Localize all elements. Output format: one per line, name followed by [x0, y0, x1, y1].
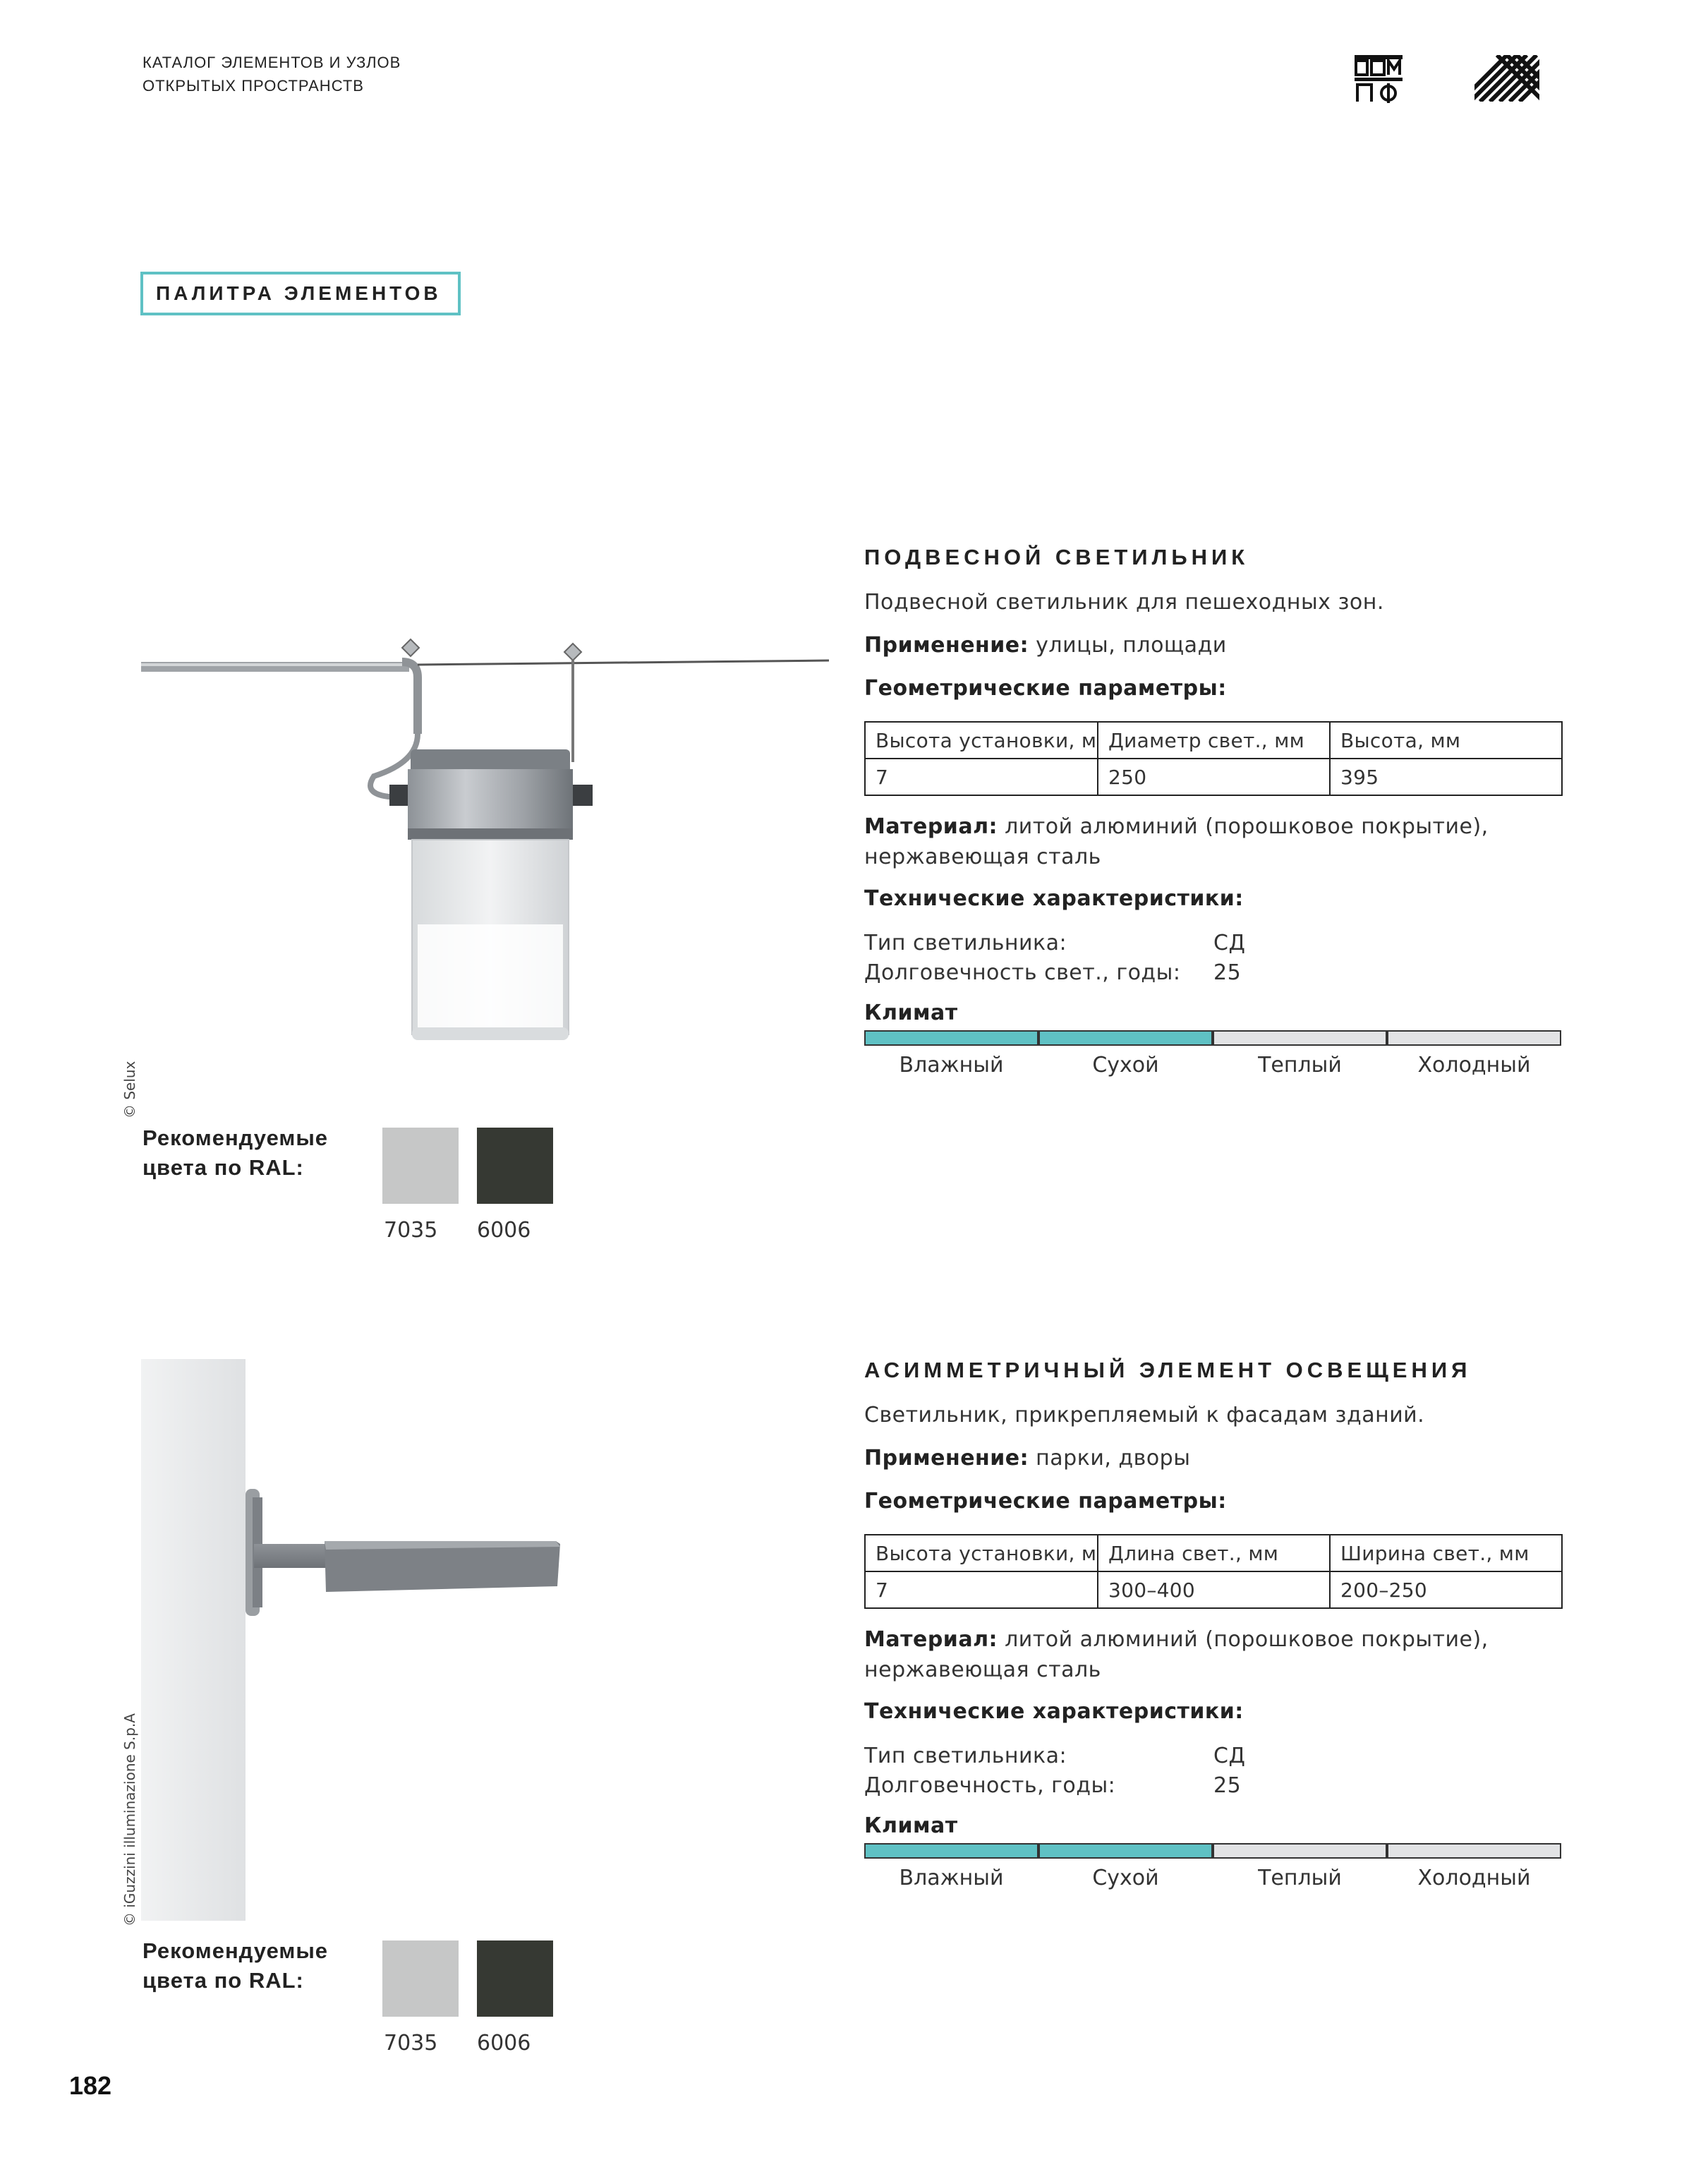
tech-name: Тип светильника: — [864, 931, 1067, 955]
page-number: 182 — [69, 2071, 112, 2100]
color-code: 7035 — [384, 2031, 438, 2056]
climate-name: Влажный — [899, 1866, 1004, 1890]
climate-name: Холодный — [1417, 1866, 1531, 1890]
rec-label-line: цвета по RAL: — [143, 1968, 304, 1993]
climate-name: Сухой — [1092, 1053, 1159, 1078]
table-header-cell: Длина свет., мм — [1098, 1535, 1330, 1571]
tech-values — [1213, 929, 1245, 988]
climate-bar — [864, 1030, 1561, 1046]
pendant-lamp-image — [141, 628, 832, 1051]
table-cell: 395 — [1330, 759, 1562, 795]
tech-name: Тип светильника: — [864, 1744, 1067, 1768]
material-value-cont: нержавеющая сталь — [864, 845, 1101, 869]
table-header-row — [865, 722, 1562, 759]
material-value-cont: нержавеющая сталь — [864, 1658, 1101, 1682]
recommended-colors-label — [143, 1936, 328, 1996]
color-code: 6006 — [477, 1218, 531, 1243]
climate-name: Холодный — [1417, 1053, 1531, 1078]
table-header-row — [865, 1535, 1562, 1571]
climate-segment — [1038, 1030, 1213, 1046]
climate-segment — [1213, 1030, 1387, 1046]
product-description: Светильник, прикрепляемый к фасадам зданий. — [864, 1403, 1425, 1427]
geometry-table — [864, 721, 1563, 796]
color-code: 7035 — [384, 1218, 438, 1243]
climate-name: Сухой — [1092, 1866, 1159, 1890]
catalog-header — [143, 51, 401, 97]
application-value: улицы, площади — [1029, 633, 1227, 658]
application-value: парки, дворы — [1029, 1446, 1191, 1471]
table-cell: 7 — [865, 1571, 1098, 1608]
tech-names — [864, 1742, 1115, 1801]
climate-segment — [1213, 1843, 1387, 1859]
tech-value: СД — [1213, 1744, 1246, 1768]
application-label: Применение: — [864, 1446, 1029, 1471]
climate-name: Влажный — [899, 1053, 1004, 1078]
climate-segment — [1038, 1843, 1213, 1859]
tech-value: 25 — [1213, 1773, 1242, 1798]
wall-lamp-image — [141, 1359, 649, 1921]
climate-labels — [864, 1053, 1561, 1078]
tech-label: Технические характеристики: — [864, 886, 1244, 911]
climate-segment — [864, 1030, 1038, 1046]
climate-segment — [1387, 1843, 1561, 1859]
color-swatch — [382, 1940, 459, 2017]
table-header-cell: Высота установки, м — [865, 722, 1098, 759]
material-label: Материал: — [864, 1627, 998, 1652]
table-row — [865, 1571, 1562, 1608]
climate-labels — [864, 1866, 1561, 1890]
material-block — [864, 811, 1489, 872]
product-title: АСИММЕТРИЧНЫЙ ЭЛЕМЕНТ ОСВЕЩЕНИЯ — [864, 1358, 1472, 1382]
material-value: литой алюминий (порошковое покрытие), — [998, 814, 1489, 839]
application-label: Применение: — [864, 633, 1029, 658]
tech-value: СД — [1213, 931, 1246, 955]
rec-label-line: Рекомендуемые — [143, 1938, 329, 1963]
header-line-1: КАТАЛОГ ЭЛЕМЕНТОВ И УЗЛОВ — [143, 54, 401, 71]
table-row — [865, 759, 1562, 795]
geometry-table — [864, 1534, 1563, 1609]
tech-label: Технические характеристики: — [864, 1699, 1244, 1724]
table-cell: 200–250 — [1330, 1571, 1562, 1608]
tech-values — [1213, 1742, 1245, 1801]
tech-names — [864, 929, 1180, 988]
rec-label-line: цвета по RAL: — [143, 1155, 304, 1180]
table-header-cell: Диаметр свет., мм — [1098, 722, 1330, 759]
table-cell: 7 — [865, 759, 1098, 795]
header-line-2: ОТКРЫТЫХ ПРОСТРАНСТВ — [143, 77, 364, 95]
table-header-cell: Ширина свет., мм — [1330, 1535, 1562, 1571]
geometry-label: Геометрические параметры: — [864, 1489, 1227, 1514]
palette-label: ПАЛИТРА ЭЛЕМЕНТОВ — [140, 272, 461, 315]
tech-name: Долговечность свет., годы: — [864, 960, 1181, 985]
geometry-label: Геометрические параметры: — [864, 676, 1227, 701]
color-code: 6006 — [477, 2031, 531, 2056]
material-value: литой алюминий (порошковое покрытие), — [998, 1627, 1489, 1652]
recommended-colors-label — [143, 1123, 328, 1183]
hatched-square-logo-icon — [1474, 55, 1539, 102]
table-cell: 300–400 — [1098, 1571, 1330, 1608]
tech-name: Долговечность, годы: — [864, 1773, 1116, 1798]
color-swatch — [382, 1128, 459, 1204]
photo-credit: © iGuzzini illuminazione S.p.A — [121, 1713, 138, 1926]
climate-bar — [864, 1843, 1561, 1859]
climate-name: Теплый — [1258, 1866, 1342, 1890]
photo-credit: © Selux — [121, 1061, 138, 1118]
color-swatch — [477, 1940, 553, 2017]
product-description: Подвесной светильник для пешеходных зон. — [864, 590, 1384, 615]
table-header-cell: Высота, мм — [1330, 722, 1562, 759]
climate-segment — [864, 1843, 1038, 1859]
climate-name: Теплый — [1258, 1053, 1342, 1078]
climate-segment — [1387, 1030, 1561, 1046]
dom-rf-logo-icon — [1355, 55, 1403, 103]
material-label: Материал: — [864, 814, 998, 839]
product-title: ПОДВЕСНОЙ СВЕТИЛЬНИК — [864, 545, 1249, 569]
color-swatch — [477, 1128, 553, 1204]
climate-label: Климат — [864, 1001, 958, 1025]
rec-label-line: Рекомендуемые — [143, 1125, 329, 1150]
tech-value: 25 — [1213, 960, 1242, 985]
application-line — [864, 633, 1227, 658]
climate-label: Климат — [864, 1813, 958, 1838]
application-line — [864, 1446, 1190, 1471]
table-header-cell: Высота установки, м — [865, 1535, 1098, 1571]
table-cell: 250 — [1098, 759, 1330, 795]
material-block — [864, 1624, 1489, 1685]
